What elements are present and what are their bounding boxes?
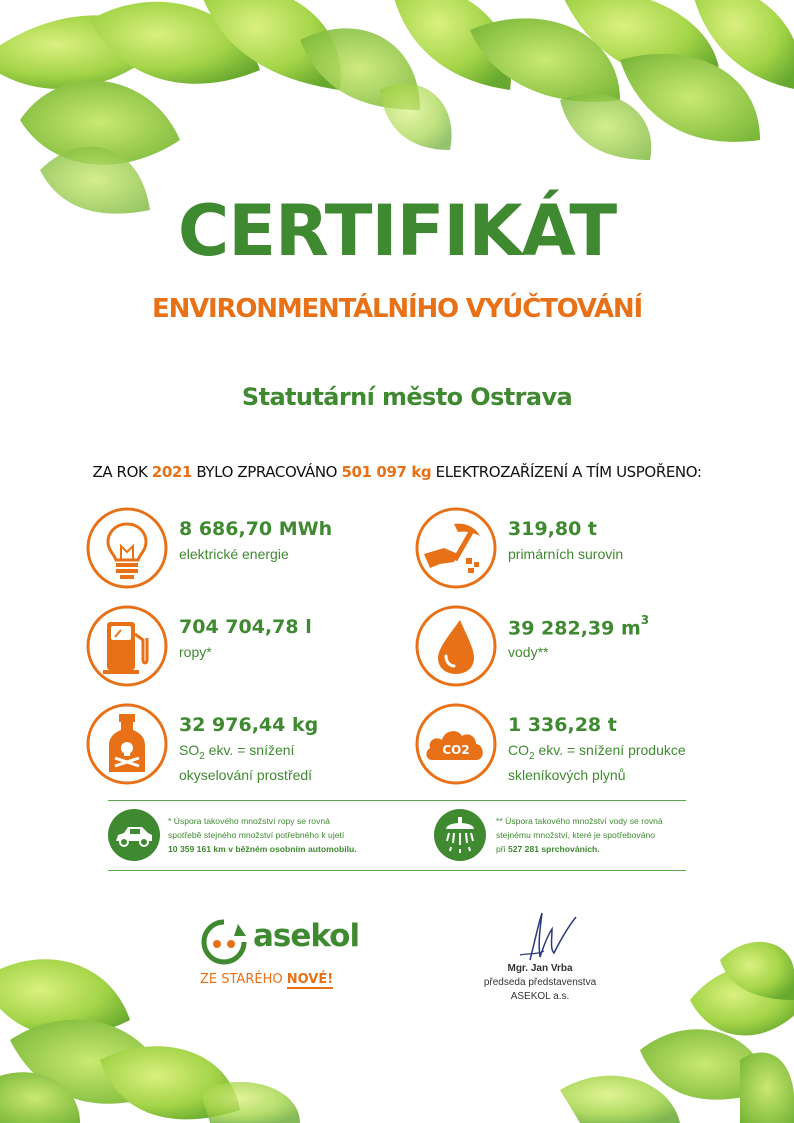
raw-materials-desc: primárních surovin [508, 546, 624, 562]
stat-electricity [85, 506, 415, 596]
signatory-company: ASEKOL a.s. [510, 991, 570, 1002]
so2-value: 32 976,44 kg [179, 714, 319, 736]
statement-year: 2021 [151, 463, 192, 481]
electricity-value: 8 686,70 MWh [179, 518, 333, 540]
stat-so2 [85, 702, 415, 792]
so2-desc-line1: ekv. = snížení [204, 742, 295, 758]
statement-amount: 501 097 kg [341, 463, 432, 481]
top-leaves [0, 0, 794, 214]
asekol-logo-icon [200, 918, 248, 966]
notes-top-rule [108, 800, 686, 801]
note-car [168, 814, 357, 856]
signature-block [470, 905, 610, 1015]
stat-raw-materials [414, 506, 744, 596]
asekol-brand-text: asekol [253, 918, 360, 954]
asekol-tagline [200, 972, 333, 987]
co2-desc-line2: skleníkových plynů [508, 766, 626, 783]
notes-bottom-rule [108, 870, 686, 871]
water-desc: vody** [508, 644, 549, 660]
statement-part1: ZA ROK [92, 463, 152, 481]
car-icon [108, 809, 160, 861]
water-unit-exponent: 3 [640, 613, 650, 627]
electricity-desc: elektrické energie [179, 546, 289, 562]
note-shower [496, 814, 663, 856]
certificate-title: CERTIFIKÁT [177, 190, 617, 272]
shower-icon [434, 809, 486, 861]
co2-subscript: 2 [529, 750, 535, 762]
co2-value: 1 336,28 t [508, 714, 617, 736]
raw-materials-value: 319,80 t [508, 518, 598, 540]
signatory-name: Mgr. Jan Vrba [507, 963, 573, 974]
fuel-pump-icon [85, 604, 169, 688]
note-shower-line3-pre: při [496, 844, 508, 854]
statement-part3: ELEKTROZAŘÍZENÍ A TÍM USPOŘENO: [431, 463, 702, 481]
pickaxe-icon [414, 506, 498, 590]
recipient-name: Statutární město Ostrava [241, 383, 573, 411]
statement-part2: BYLO ZPRACOVÁNO [191, 463, 342, 481]
co2-desc-line1: ekv. = snížení produkce [534, 742, 686, 758]
co2-formula: CO [508, 742, 529, 758]
oil-desc: ropy* [179, 644, 212, 660]
so2-formula: SO [179, 742, 200, 758]
co2-icon-label: CO2 [442, 743, 470, 757]
tagline-bold: NOVÉ! [286, 972, 334, 987]
note-shower-line1: ** Úspora takového množství vody se rovná [496, 816, 663, 826]
note-shower-line3-bold: 527 281 sprchováních. [507, 844, 600, 854]
note-car-line3: 10 359 161 km v běžném osobním automobilu. [168, 844, 357, 854]
co2-cloud-icon [414, 702, 498, 786]
so2-desc [179, 741, 312, 785]
certificate-subtitle: ENVIRONMENTÁLNÍHO VYÚČTOVÁNÍ [152, 294, 642, 324]
stat-water [414, 604, 744, 694]
stat-oil [85, 604, 415, 694]
handwritten-signature [500, 905, 580, 965]
savings-statement [0, 463, 794, 481]
co2-desc [508, 741, 686, 785]
poison-bottle-icon [85, 702, 169, 786]
oil-value: 704 704,78 l [179, 616, 312, 638]
note-shower-line2: stejnému množství, které je spotřebováno [496, 830, 656, 840]
water-drop-icon [414, 604, 498, 688]
asekol-logo [200, 914, 360, 1004]
tagline-pre: ZE STARÉHO [200, 972, 287, 987]
note-car-line2: spotřebě stejného množství potřebného k ujetí [168, 830, 345, 840]
so2-desc-line2: okyselování prostředí [179, 766, 313, 783]
stat-co2 [414, 702, 744, 792]
water-value-number: 39 282,39 m [508, 617, 641, 640]
note-car-line1: * Úspora takového množství ropy se rovná [168, 816, 330, 826]
signatory-role: předseda představenstva [483, 977, 597, 988]
so2-subscript: 2 [199, 750, 205, 762]
lightbulb-icon [85, 506, 169, 590]
bottom-leaves [0, 942, 794, 1123]
water-value [508, 613, 650, 640]
